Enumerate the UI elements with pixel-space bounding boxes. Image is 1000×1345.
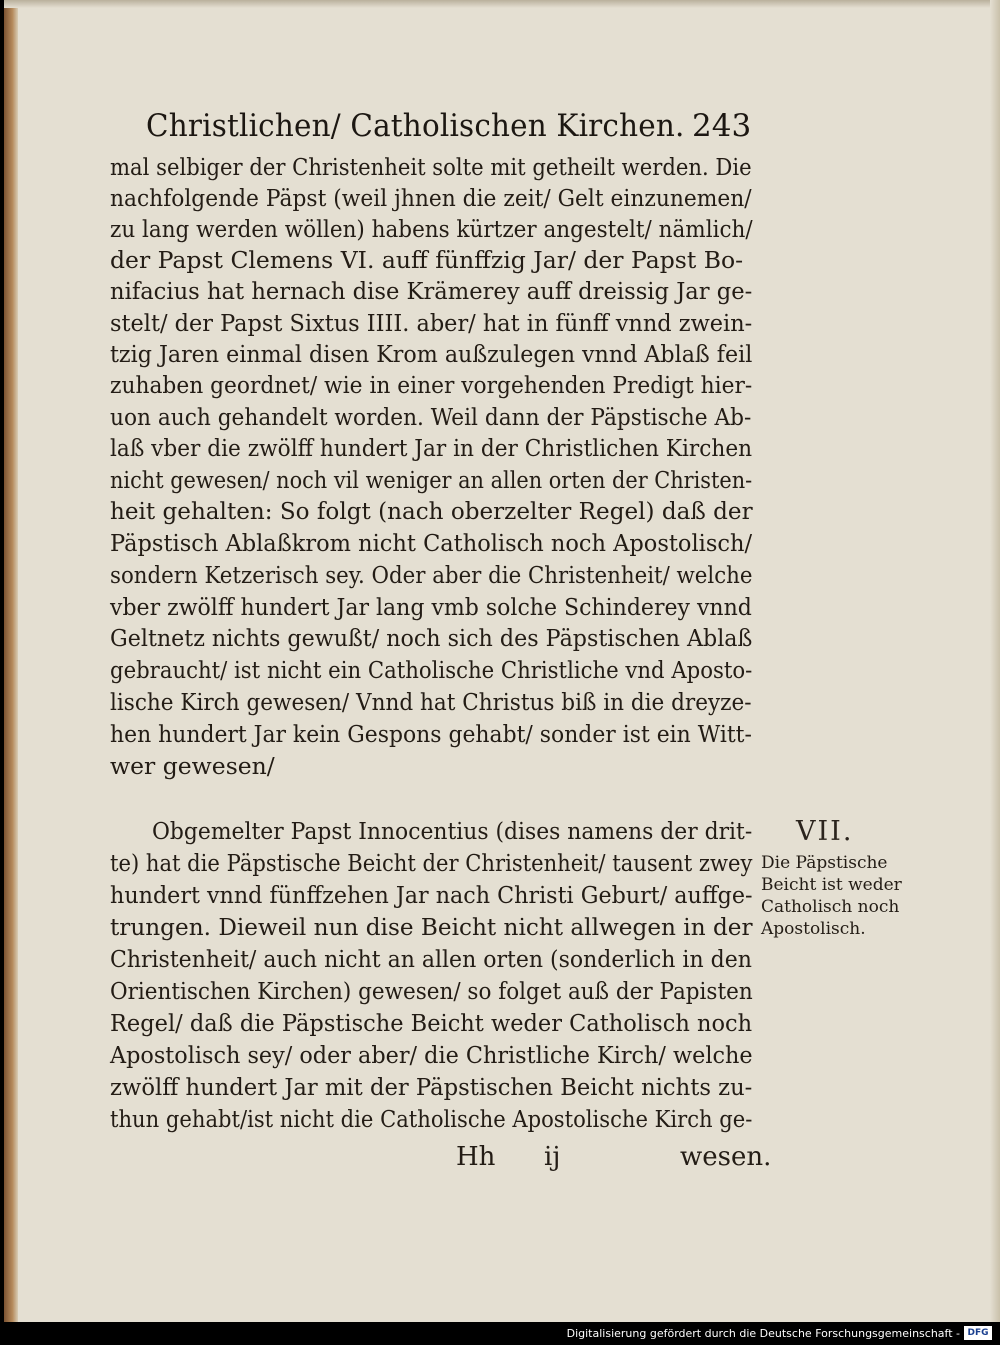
text-line: Regel/ daß die Päpstische Beicht weder Catholisch noch — [110, 1009, 753, 1037]
text-line: uon auch gehandelt worden. Weil dann der Päpstische Ab- — [110, 403, 752, 431]
text-line: laß vber die zwölff hundert Jar in der Christlichen Kirchen — [110, 434, 753, 462]
text-line: gebraucht/ ist nicht ein Catholische Christliche vnd Aposto- — [110, 656, 753, 684]
text-line: Apostolisch sey/ oder aber/ die Christliche Kirch/ welche — [110, 1041, 753, 1069]
text-line: Orientischen Kirchen) gewesen/ so folget auß der Papisten — [110, 977, 753, 1005]
signature-mark: Hh — [456, 1142, 496, 1172]
catchword: wesen. — [680, 1142, 772, 1172]
text-line: stelt/ der Papst Sixtus IIII. aber/ hat in fünff vnnd zwein- — [110, 309, 753, 337]
text-line: nifacius hat hernach dise Krämerey auff dreissig Jar ge- — [110, 277, 753, 305]
text-line: hen hundert Jar kein Gespons gehabt/ sonder ist ein Witt- — [110, 720, 752, 748]
text-line: te) hat die Päpstische Beicht der Christenheit/ tausent zwey — [110, 849, 753, 877]
text-line: mal selbiger der Christenheit solte mit getheilt werden. Die — [110, 153, 752, 181]
text-line: heit gehalten: So folgt (nach oberzelter Regel) daß der — [110, 497, 753, 525]
text-line: zuhaben geordnet/ wie in einer vorgehenden Predigt hier- — [110, 371, 753, 399]
digitization-credit: Digitalisierung gefördert durch die Deutsche Forschungsgemeinschaft - — [566, 1327, 960, 1340]
text-line: Obgemelter Papst Innocentius (dises namens der drit- — [152, 817, 753, 845]
book-page — [4, 0, 1000, 1322]
text-line: hundert vnnd fünffzehen Jar nach Christi Geburt/ auffge- — [110, 881, 753, 909]
text-line: der Papst Clemens VI. auff fünffzig Jar/ der Papst Bo- — [110, 246, 744, 274]
text-line: tzig Jaren einmal disen Krom außzulegen vnnd Ablaß feil — [110, 340, 753, 368]
text-line: zwölff hundert Jar mit der Päpstischen Beicht nichts zu- — [110, 1073, 753, 1101]
text-line: Geltnetz nichts gewußt/ noch sich des Päpstischen Ablaß — [110, 624, 753, 652]
text-line: Päpstisch Ablaßkrom nicht Catholisch noch Apostolisch/ — [110, 529, 753, 557]
text-line: wer gewesen/ — [110, 752, 275, 780]
margin-note-line: Die Päpstische — [761, 853, 888, 873]
text-line: nicht gewesen/ noch vil weniger an allen orten der Christen- — [110, 466, 753, 494]
text-line: nachfolgende Päpst (weil jhnen die zeit/ Gelt einzunemen/ — [110, 184, 752, 212]
text-line: Christenheit/ auch nicht an allen orten (sonderlich in den — [110, 945, 752, 973]
text-line: lische Kirch gewesen/ Vnnd hat Christus biß in die dreyze- — [110, 688, 752, 716]
margin-note-line: Catholisch noch — [761, 897, 900, 917]
text-line: vber zwölff hundert Jar lang vmb solche Schinderey vnnd — [110, 593, 752, 621]
text-line: zu lang werden wöllen) habens kürtzer angestelt/ nämlich/ — [110, 215, 753, 243]
margin-note-line: Beicht ist weder — [761, 875, 902, 895]
text-line: trungen. Dieweil nun dise Beicht nicht allwegen in der — [110, 913, 753, 941]
page-number: 243 — [692, 108, 752, 144]
margin-section-number: VII. — [796, 816, 854, 847]
book-binding — [4, 0, 18, 1322]
text-line: sondern Ketzerisch sey. Oder aber die Christenheit/ welche — [110, 561, 753, 589]
signature-number: ij — [544, 1142, 561, 1172]
dfg-logo[interactable]: DFG — [964, 1326, 992, 1340]
page-right-edge — [990, 0, 1000, 1322]
text-line: thun gehabt/ist nicht die Catholische Apostolische Kirch ge- — [110, 1105, 753, 1133]
page-top-edge — [4, 0, 1000, 8]
margin-note-line: Apostolisch. — [761, 919, 866, 939]
running-head: Christlichen/ Catholischen Kirchen. — [146, 108, 685, 144]
